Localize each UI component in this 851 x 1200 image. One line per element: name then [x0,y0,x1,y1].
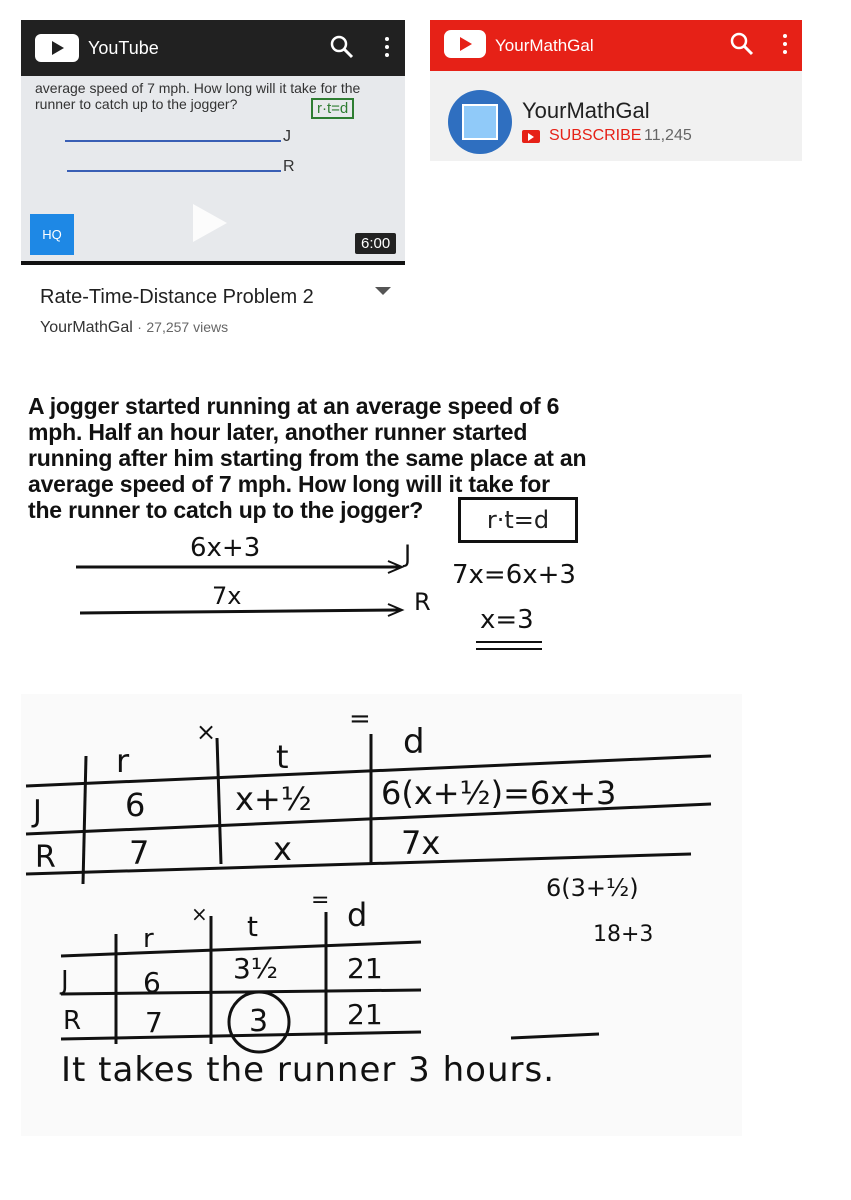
t2-cell-r: 6 [143,966,161,999]
t2-header-r: r [143,924,154,954]
t2-row-label: J [61,966,69,996]
video-channel[interactable]: YourMathGal [40,319,133,336]
t1-cell-d: 6(x+½)=6x+3 [381,774,617,812]
solution: x=3 [480,605,534,635]
hq-badge[interactable]: HQ [30,214,74,255]
t2-cell-t: 3½ [233,952,278,985]
formula-box: r·t=d [458,497,578,543]
avatar[interactable] [448,90,512,154]
side-work-line: 18+3 [593,922,654,947]
jogger-distance: 6x+3 [190,533,261,563]
t1-cell-t: x [273,830,292,868]
youtube-brand: YouTube [88,38,159,58]
t1-header-times: × [196,718,217,746]
conclusion: It takes the runner 3 hours. [61,1050,556,1090]
t2-cell-t: 3 [249,1004,269,1039]
t2-cell-d: 21 [347,952,383,985]
runner-distance: 7x [212,582,242,610]
t1-row-label: J [33,794,42,829]
side-work-line: 6(3+½) [546,874,639,902]
problem-text: A jogger started running at an average speed of 6 mph. Half an hour later, another runner started running after him starting from the same place at an average speed of 7 mph. How long will it take for the runner to catch up to the jogger? [28,393,587,523]
video-views: 27,257 views [146,319,229,335]
search-icon[interactable] [328,33,356,61]
subscriber-count: 11,245 [644,127,692,144]
avatar-glyph-icon [462,104,498,140]
youtube-logo-icon[interactable] [35,34,79,62]
t2-cell-d: 21 [347,998,383,1031]
t2-header-times: × [191,902,208,926]
thumbnail-lines [61,131,321,191]
t1-header-r: r [116,742,130,780]
youtube-header [21,20,405,76]
t1-row-label: R [35,840,56,875]
equation: 7x=6x+3 [452,560,576,590]
solution-underline [474,638,546,654]
label-r: R [414,588,431,616]
video-title[interactable]: Rate-Time-Distance Problem 2 [40,286,314,308]
progress-track[interactable] [21,261,405,265]
meta-separator: · [137,319,142,335]
t2-header-t: t [247,910,258,943]
t1-cell-r: 6 [125,786,146,824]
thumbnail-formula: r·t=d [311,98,354,119]
thumbnail-text: average speed of 7 mph. How long will it take for the runner to catch up to the jogger? [35,80,361,112]
t2-header-d: d [347,896,368,934]
more-vert-icon[interactable] [771,31,799,59]
subscribe-button[interactable]: SUBSCRIBE [549,127,642,144]
t1-header-equals: = [349,704,371,734]
t1-header-d: d [403,722,425,762]
play-icon[interactable] [193,204,227,242]
channel-header [430,20,802,71]
channel-card [430,20,802,161]
thumbnail-label-j: J [283,128,291,145]
label-j: J [404,540,412,568]
t1-header-t: t [276,738,289,776]
youtube-logo-icon[interactable] [444,30,486,58]
video-thumbnail[interactable] [21,76,405,265]
duration-badge: 6:00 [355,233,396,254]
thumbnail-label-r: R [283,158,295,175]
t1-cell-d: 7x [401,824,441,862]
t1-cell-r: 7 [129,834,150,872]
t2-cell-r: 7 [145,1006,163,1039]
search-icon[interactable] [728,30,756,58]
channel-name[interactable]: YourMathGal [522,98,650,123]
t2-row-label: R [63,1006,82,1036]
more-vert-icon[interactable] [373,34,401,62]
subscribe-icon[interactable] [522,130,540,143]
expand-caret-icon[interactable] [375,287,391,295]
t2-header-equals: = [311,888,330,913]
whiteboard [21,694,742,1136]
t1-cell-t: x+½ [235,780,312,818]
video-player[interactable] [21,20,405,265]
channel-brand: YourMathGal [495,36,594,55]
video-meta [40,319,228,337]
